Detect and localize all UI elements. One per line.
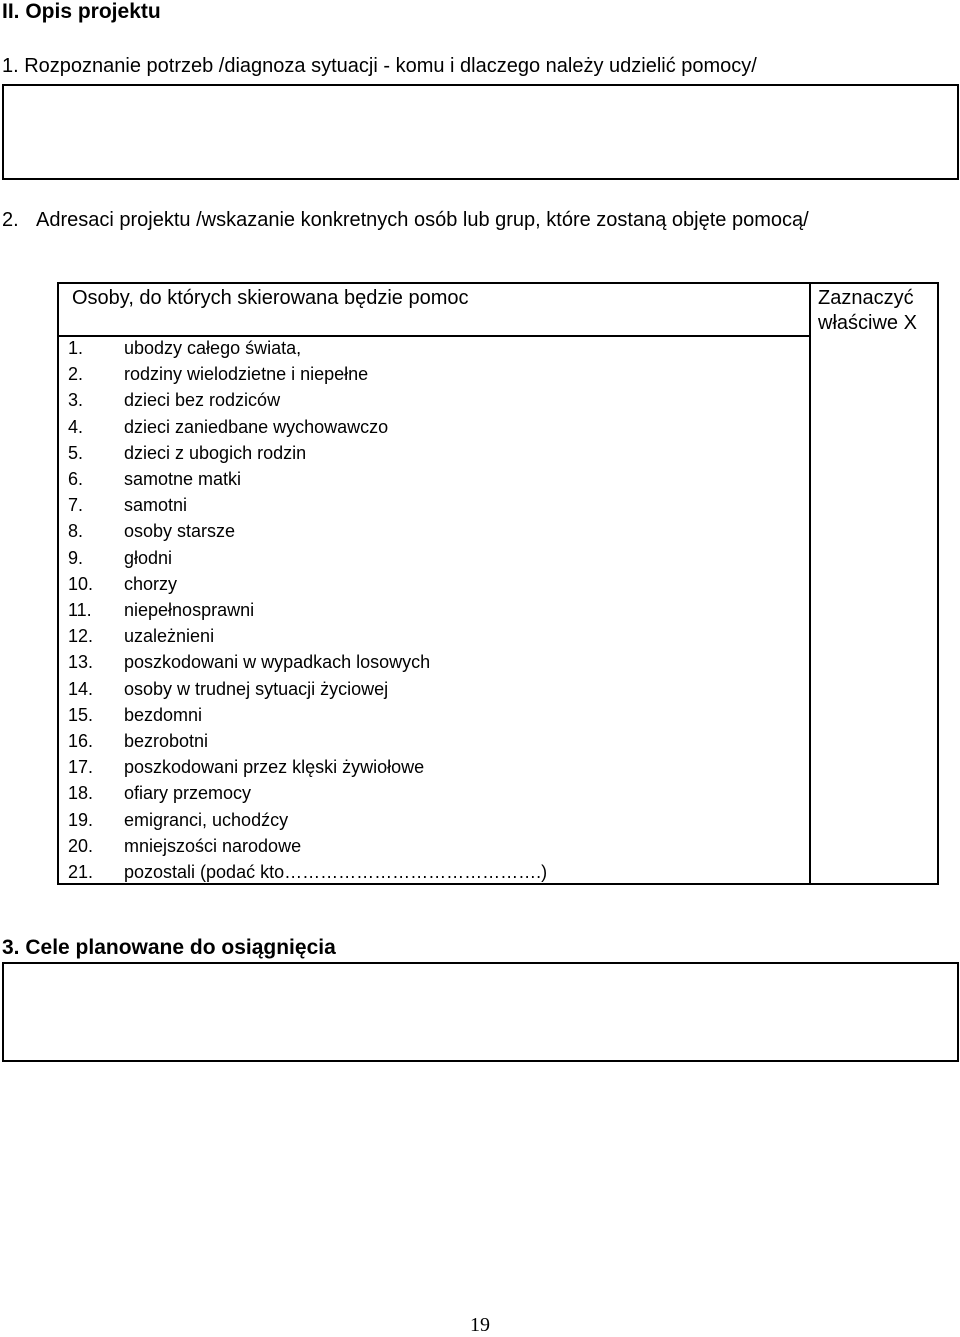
section-2-text: Adresaci projektu /wskazanie konkretnych osób lub grup, które zostaną objęte pomocą/: [36, 209, 809, 231]
row-number: 9.: [68, 547, 84, 568]
page-heading: II. Opis projektu: [2, 0, 161, 23]
table-header-right-line1: Zaznaczyć: [818, 287, 914, 309]
row-label: dzieci bez rodziców: [124, 390, 281, 411]
table-row: [59, 649, 809, 675]
row-number: 17.: [68, 757, 94, 778]
row-number: 2.: [68, 364, 84, 385]
table-row: [59, 676, 809, 702]
row-number: 21.: [68, 862, 94, 882]
row-label: głodni: [124, 547, 173, 568]
row-label: dzieci zaniedbane wychowawczo: [124, 416, 389, 437]
row-label: osoby starsze: [124, 521, 236, 542]
table-header-right-line2: właściwe X: [818, 312, 917, 334]
table-row: [59, 440, 809, 466]
row-label: dzieci z ubogich rodzin: [124, 442, 307, 463]
row-label: niepełnosprawni: [124, 600, 255, 620]
row-label: chorzy: [124, 573, 178, 594]
table-row: [59, 545, 809, 571]
row-label: poszkodowani w wypadkach losowych: [124, 652, 431, 673]
table-header-left: Osoby, do których skierowana będzie pomoc: [72, 287, 469, 309]
row-number: 10.: [68, 573, 94, 594]
row-number: 5.: [68, 442, 84, 463]
mark-column[interactable]: [811, 335, 939, 883]
table-header-right: [818, 286, 917, 336]
row-label: rodziny wielodzietne i niepełne: [124, 364, 369, 385]
table-row: [59, 702, 809, 728]
section-2-heading: [2, 206, 916, 234]
row-label: samotni: [124, 495, 188, 516]
row-number: 11.: [68, 600, 92, 620]
section-2-number: 2.: [2, 209, 19, 231]
row-number: 7.: [68, 495, 84, 516]
table-row: [59, 833, 809, 859]
table-row: [59, 780, 809, 806]
row-number: 3.: [68, 390, 84, 411]
table-row: [59, 728, 809, 754]
row-label: ubodzy całego świata,: [124, 338, 302, 358]
table-row: [59, 597, 809, 623]
row-number: 13.: [68, 652, 94, 673]
section-3-answer-box[interactable]: [2, 962, 959, 1062]
section-3-heading: 3. Cele planowane do osiągnięcia: [2, 936, 336, 959]
section-1-answer-box[interactable]: [2, 84, 959, 180]
row-label: pozostali (podać kto…………………………………….): [124, 862, 548, 882]
table-row: [59, 414, 809, 440]
table-row: [59, 623, 809, 649]
row-number: 12.: [68, 626, 94, 647]
row-number: 6.: [68, 469, 84, 489]
row-number: 4.: [68, 416, 84, 437]
row-number: 15.: [68, 704, 94, 725]
row-number: 20.: [68, 835, 94, 856]
row-label: samotne matki: [124, 469, 242, 489]
section-1-heading: 1. Rozpoznanie potrzeb /diagnoza sytuacji - komu i dlaczego należy udzielić pomocy/: [2, 55, 757, 77]
row-label: poszkodowani przez klęski żywiołowe: [124, 757, 425, 778]
row-label: bezdomni: [124, 704, 203, 725]
table-row: [59, 335, 809, 361]
row-number: 16.: [68, 731, 94, 751]
table-row: [59, 807, 809, 833]
row-label: mniejszości narodowe: [124, 835, 302, 856]
row-label: uzależnieni: [124, 626, 215, 647]
row-label: emigranci, uchodźcy: [124, 809, 289, 830]
row-label: bezrobotni: [124, 731, 209, 751]
table-row: [59, 361, 809, 387]
table-row: [59, 859, 809, 885]
row-number: 8.: [68, 521, 84, 542]
row-number: 18.: [68, 783, 94, 804]
row-number: 1.: [68, 338, 84, 358]
table-row: [59, 387, 809, 413]
row-number: 14.: [68, 678, 94, 699]
recipients-table: [57, 282, 939, 885]
row-label: ofiary przemocy: [124, 783, 252, 804]
page-number: 19: [470, 1314, 490, 1336]
table-row: [59, 466, 809, 492]
table-row: [59, 571, 809, 597]
table-row: [59, 754, 809, 780]
row-number: 19.: [68, 809, 94, 830]
row-label: osoby w trudnej sytuacji życiowej: [124, 678, 389, 699]
table-row: [59, 492, 809, 518]
table-row: [59, 518, 809, 544]
